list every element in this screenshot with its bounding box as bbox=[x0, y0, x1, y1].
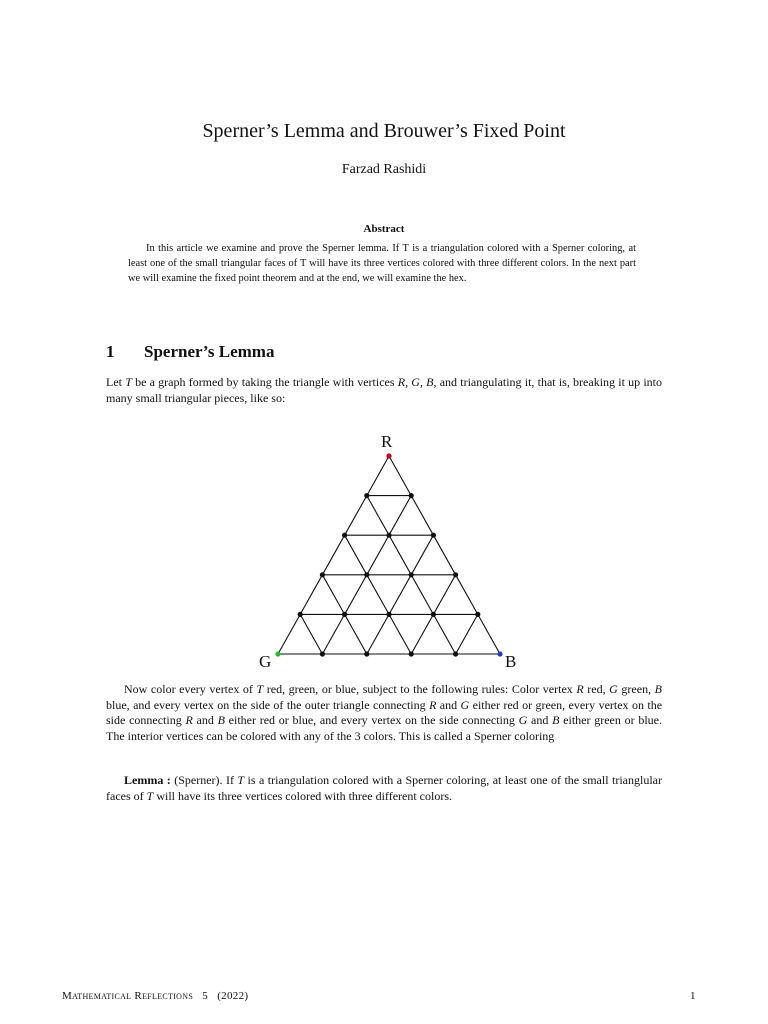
triangulation-vertex bbox=[431, 612, 436, 617]
section-number: 1 bbox=[106, 342, 115, 361]
footer-journal: Mathematical Reflections 5 (2022) bbox=[62, 990, 249, 1002]
vertex-label-b: B bbox=[505, 652, 517, 671]
abstract-heading: Abstract bbox=[363, 223, 405, 235]
vertex-g-dot bbox=[275, 651, 280, 656]
triangulation-edge bbox=[345, 496, 367, 536]
triangulation-vertex bbox=[409, 493, 414, 498]
triangulation-vertex bbox=[431, 533, 436, 538]
section-title: Sperner’s Lemma bbox=[144, 342, 275, 361]
paragraph-intro: Let T be a graph formed by taking the triangle with vertices R, G, B, and triangulating it, that is, breaking it up into many small triangular pieces, like so: bbox=[106, 375, 662, 405]
triangulation-vertex bbox=[386, 533, 391, 538]
triangulation-edge bbox=[389, 614, 411, 654]
paragraph-coloring-rules: Now color every vertex of T red, green, or blue, subject to the following rules: Color vertex R red, G green, B blue, and every vertex on the side of the outer triangle connecting R and G either red or green, every vertex on the side connecting R and B either red or blue, and every vertex on the side connecting G and B either green or blue. The interior vertices can be colored with any of the 3 colors. This is called a Sperner coloring bbox=[106, 682, 663, 743]
vertex-label-r: R bbox=[381, 432, 393, 451]
section-heading bbox=[106, 342, 274, 362]
triangulation-edge bbox=[433, 535, 455, 575]
triangulation-edge bbox=[345, 575, 367, 615]
paper-title: Sperner’s Lemma and Brouwer’s Fixed Point bbox=[202, 120, 566, 142]
triangulation-edge bbox=[411, 614, 433, 654]
triangulation-edge bbox=[345, 535, 367, 575]
triangulation-vertex bbox=[320, 572, 325, 577]
triangulation-vertex bbox=[342, 533, 347, 538]
footer-page-number: 1 bbox=[690, 990, 696, 1002]
triangulation-edge bbox=[411, 496, 433, 536]
triangulation-edge bbox=[433, 575, 455, 615]
triangulation-edge bbox=[278, 614, 300, 654]
triangulation-edge bbox=[411, 535, 433, 575]
triangulation-edge bbox=[300, 614, 322, 654]
triangulation-vertex bbox=[453, 572, 458, 577]
triangulation-edge bbox=[322, 575, 344, 615]
triangulation-vertex bbox=[409, 651, 414, 656]
triangulation-edges bbox=[278, 456, 500, 654]
triangulation-edge bbox=[367, 535, 389, 575]
triangulation-edge bbox=[300, 575, 322, 615]
triangulation-edge bbox=[433, 614, 455, 654]
paper-author: Farzad Rashidi bbox=[341, 162, 427, 177]
triangulation-vertex bbox=[298, 612, 303, 617]
triangulation-edge bbox=[322, 535, 344, 575]
triangulation-edge bbox=[456, 614, 478, 654]
lemma-statement: Lemma : (Sperner). If T is a triangulation colored with a Sperner coloring, at least one of the small trianglular faces of T will have its three vertices colored with three different colors. bbox=[106, 773, 662, 803]
triangulation-vertex bbox=[364, 651, 369, 656]
triangulation-edge bbox=[367, 456, 389, 496]
triangulation-vertex bbox=[409, 572, 414, 577]
triangulation-edge bbox=[322, 614, 344, 654]
triangulation-vertex bbox=[320, 651, 325, 656]
triangulation-edge bbox=[389, 496, 411, 536]
triangulation-vertex bbox=[364, 572, 369, 577]
lemma-label: Lemma : bbox=[124, 773, 171, 787]
triangulation-figure bbox=[250, 425, 530, 675]
triangulation-vertices bbox=[275, 453, 502, 656]
triangulation-edge bbox=[367, 496, 389, 536]
vertex-r-dot bbox=[386, 453, 391, 458]
triangulation-edge bbox=[367, 614, 389, 654]
triangulation-edge bbox=[345, 614, 367, 654]
triangulation-edge bbox=[411, 575, 433, 615]
triangulation-vertex bbox=[364, 493, 369, 498]
abstract-body: In this article we examine and prove the Sperner lemma. If T is a triangulation colored with a Sperner coloring, at least one of the small triangular faces of T will have its three vertices colored with three different colors. In the next part we will examine the fixed point theorem and at the end, we will examine the hex. bbox=[128, 243, 636, 284]
triangulation-edge bbox=[389, 535, 411, 575]
triangulation-edge bbox=[478, 614, 500, 654]
triangulation-vertex bbox=[342, 612, 347, 617]
triangulation-edge bbox=[367, 575, 389, 615]
triangulation-vertex bbox=[475, 612, 480, 617]
triangulation-edge bbox=[389, 575, 411, 615]
vertex-b-dot bbox=[497, 651, 502, 656]
triangulation-vertex bbox=[386, 612, 391, 617]
triangulation-edge bbox=[456, 575, 478, 615]
triangulation-vertex bbox=[453, 651, 458, 656]
triangulation-edge bbox=[389, 456, 411, 496]
vertex-label-g: G bbox=[259, 652, 272, 671]
